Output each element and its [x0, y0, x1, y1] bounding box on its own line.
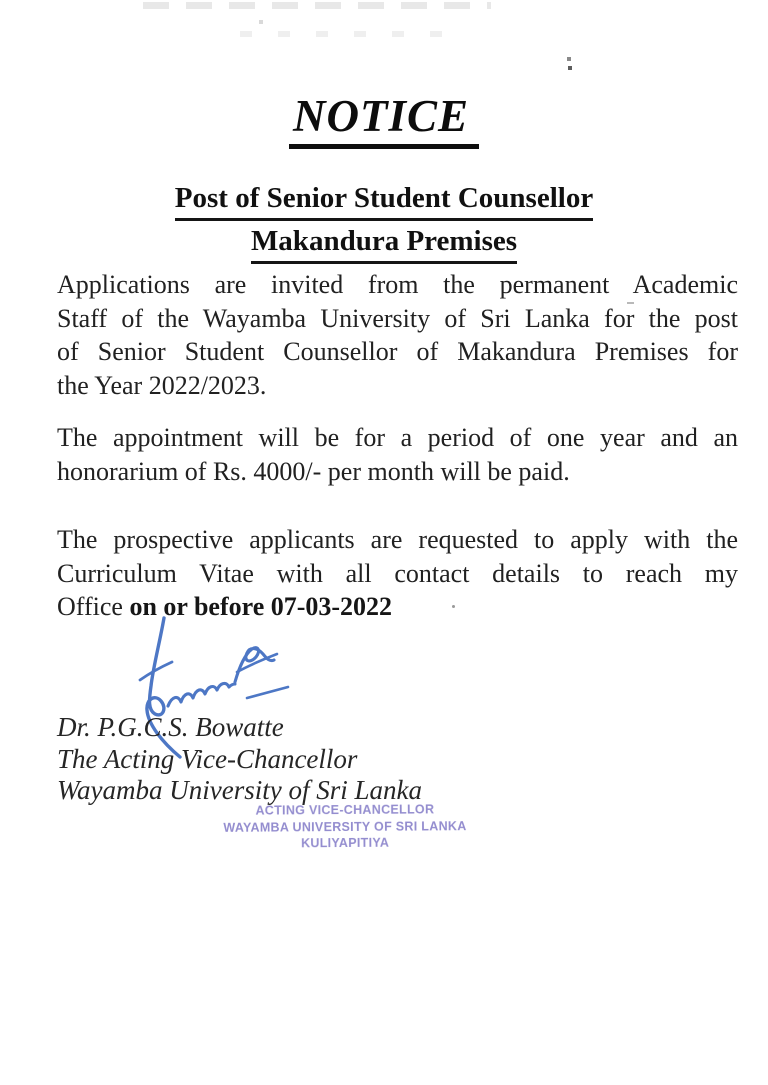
paragraph-appointment: [57, 421, 738, 488]
scan-artifact-speck: [259, 20, 263, 24]
subtitle-line-2: [0, 222, 768, 265]
signer-title: The Acting Vice-Chancellor: [57, 743, 358, 774]
body-text-line: The prospective applicants are requested to apply with the: [57, 525, 738, 554]
page-title: NOTICE: [289, 90, 479, 149]
stamp-title: ACTING VICE-CHANCELLOR: [255, 802, 435, 818]
notice-subtitle: [0, 179, 768, 265]
stamp-city: KULIYAPITIYA: [301, 835, 390, 851]
body-text-line: The appointment will be for a period of one year and an: [57, 423, 738, 452]
paragraph-applications: [57, 268, 738, 402]
body-text-line: honorarium of Rs. 4000/- per month will be paid.: [57, 456, 570, 486]
official-stamp: [215, 801, 475, 852]
deadline-date: on or before 07-03-2022: [129, 592, 393, 621]
body-text-line: Curriculum Vitae with all contact details to reach my: [57, 558, 738, 588]
post-title-text: Post of Senior Student Counsellor: [175, 179, 593, 221]
signer-organization: Wayamba University of Sri Lanka: [57, 775, 422, 805]
body-text-line: Applications are invited from the permanent Academic: [57, 270, 738, 299]
signoff-block: [57, 712, 422, 807]
body-text-line: Staff of the Wayamba University of Sri Lanka for the post: [57, 303, 738, 333]
deadline-prefix: Office: [57, 592, 130, 621]
subtitle-line-1: [0, 179, 768, 222]
stamp-university: WAYAMBA UNIVERSITY OF SRI LANKA: [223, 818, 467, 835]
premises-text: Makandura Premises: [251, 222, 517, 264]
notice-title-row: [0, 90, 768, 149]
signer-name: Dr. P.G.C.S. Bowatte: [57, 712, 284, 742]
scan-artifact-dashes-second: [240, 31, 468, 37]
body-text-line: the Year 2022/2023.: [57, 370, 267, 400]
scan-artifact-dashes-top: [143, 2, 491, 9]
body-text-line: of Senior Student Counsellor of Makandura Premises for: [57, 337, 738, 366]
scan-artifact-mark: [567, 57, 571, 61]
